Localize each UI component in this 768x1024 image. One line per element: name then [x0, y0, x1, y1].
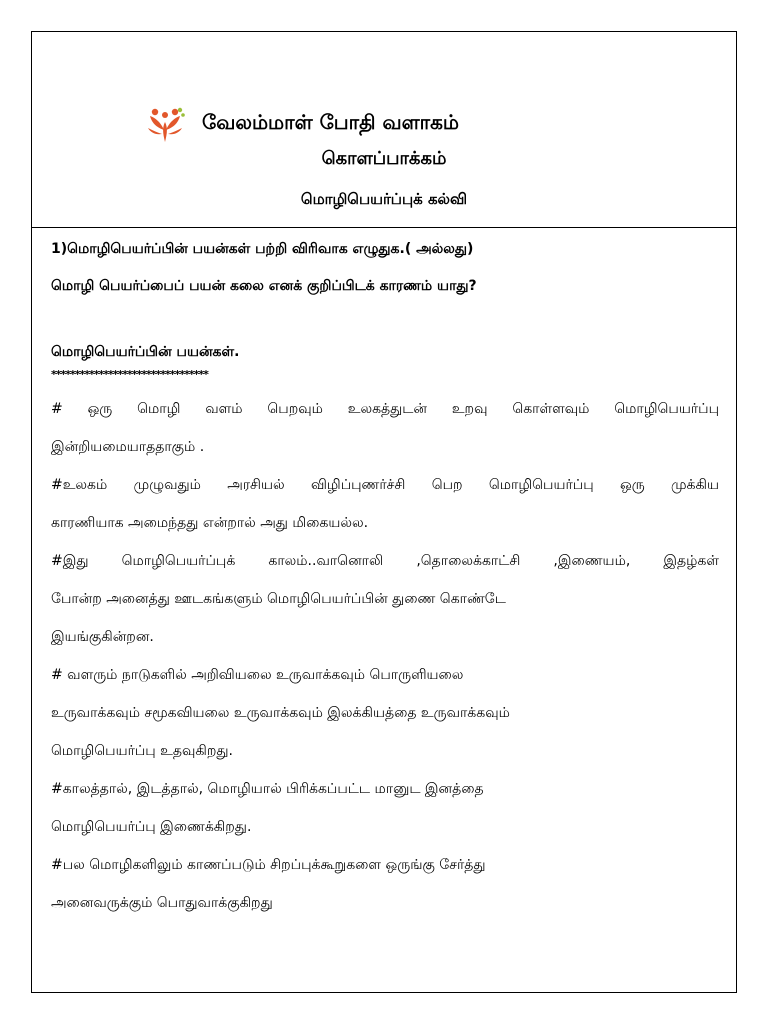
document-frame	[31, 31, 737, 993]
answer-line: # ஒரு மொழி வளம் பெறவும் உலகத்துடன் உறவு கொள்ளவும் மொழிபெயர்ப்பு	[51, 401, 719, 417]
answer-line: #இது மொழிபெயர்ப்புக் காலம்..வானொலி ,தொலைக்காட்சி ,இணையம், இதழ்கள்	[51, 553, 719, 569]
answer-line: காரணியாக அமைந்தது என்றால் அது மிகையல்ல.	[51, 515, 369, 531]
answer-line: அனைவருக்கும் பொதுவாக்குகிறது	[51, 895, 273, 911]
answer-line: #காலத்தால், இடத்தால், மொழியால் பிரிக்கப்பட்ட மானுட இனத்தை	[51, 781, 484, 797]
answer-heading: மொழிபெயர்ப்பின் பயன்கள்.	[51, 344, 240, 360]
subject-title: மொழிபெயர்ப்புக் கல்வி	[300, 190, 468, 208]
answer-line: உருவாக்கவும் சமூகவியலை உருவாக்கவும் இலக்கியத்தை உருவாக்கவும்	[51, 705, 510, 721]
velammal-tree-logo-icon	[144, 106, 186, 144]
school-name: வேலம்மாள் போதி வளாகம்	[202, 110, 459, 134]
school-place: கொளப்பாக்கம்	[321, 148, 447, 169]
answer-line: போன்ற அனைத்து ஊடகங்களும் மொழிபெயர்ப்பின் துணை கொண்டே	[51, 591, 506, 607]
answer-body	[51, 398, 719, 930]
answer-line: இயங்குகின்றன.	[51, 629, 154, 645]
question-line-2: மொழி பெயர்ப்பைப் பயன் கலை எனக் குறிப்பிடக் காரணம் யாது?	[51, 278, 477, 294]
question-line-1: 1)மொழிபெயர்ப்பின் பயன்கள் பற்றி விரிவாக எழுதுக.( அல்லது)	[51, 241, 474, 257]
answer-line: மொழிபெயர்ப்பு இணைக்கிறது.	[51, 819, 252, 835]
document-header	[32, 32, 736, 228]
answer-line: மொழிபெயர்ப்பு உதவுகிறது.	[51, 743, 233, 759]
answer-line: இன்றியமையாததாகும் .	[51, 439, 205, 455]
answer-line: #உலகம் முழுவதும் அரசியல் விழிப்புணர்ச்சி பெற மொழிபெயர்ப்பு ஒரு முக்கிய	[51, 477, 719, 493]
answer-line: #பல மொழிகளிலும் காணப்படும் சிறப்புக்கூறுகளை ஒருங்கு சேர்த்து	[51, 857, 486, 873]
answer-line: # வளரும் நாடுகளில் அறிவியலை உருவாக்கவும் பொருளியலை	[51, 667, 464, 683]
star-separator: *********************************	[51, 368, 208, 381]
